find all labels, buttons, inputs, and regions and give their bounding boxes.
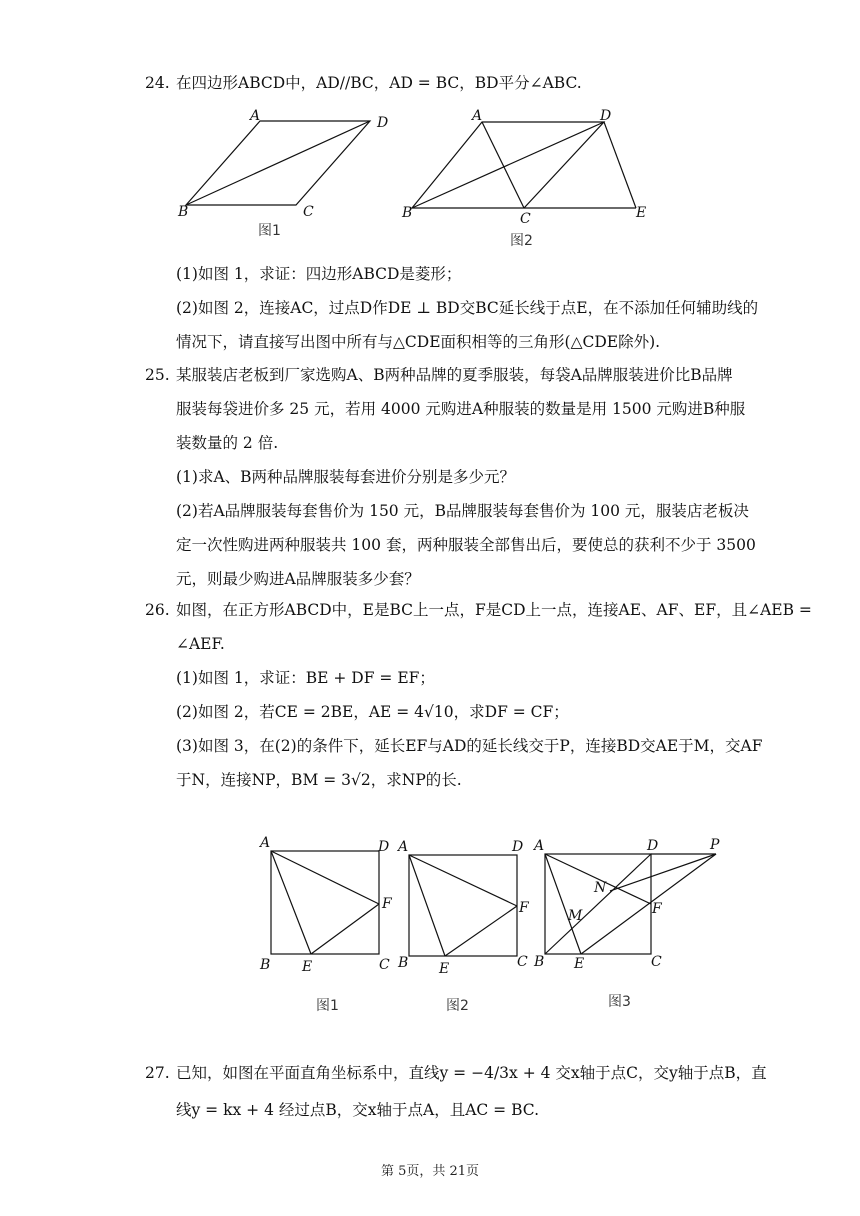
q26-fig2-label-b: B (398, 955, 409, 971)
q26-fig2 (409, 855, 517, 956)
q26-fig3-label-e: E (574, 956, 585, 972)
q27-number: 27. (145, 1064, 170, 1082)
q26-line2: ∠AEF. (176, 635, 225, 653)
q25-line3: 装数量的 2 倍. (176, 434, 279, 452)
q24-fig2-label-a: A (472, 108, 483, 124)
q24-part2-line2: 情况下，请直接写出图中所有与△CDE面积相等的三角形(△CDE除外). (176, 333, 661, 351)
q26-figures (250, 830, 730, 1020)
q24-fig2 (412, 122, 636, 208)
q26-fig2-label-a: A (398, 839, 409, 855)
q25-line2: 服装每袋进价多 25 元，若用 4000 元购进A种服装的数量是用 1500 元购进B种服 (176, 400, 746, 418)
q25-line1: 某服装店老板到厂家选购A、B两种品牌的夏季服装，每袋A品牌服装进价比B品牌 (176, 366, 733, 384)
q26-fig3-label-m: M (568, 908, 583, 924)
q26-fig2-label-f: F (519, 900, 529, 916)
q26-fig1-caption: 图1 (316, 998, 339, 1014)
q24-fig1-caption: 图1 (258, 223, 281, 239)
page-footer: 第 5页，共 21页 (380, 1164, 480, 1179)
q26-line1: 如图，在正方形ABCD中，E是BC上一点，F是CD上一点，连接AE、AF、EF，且∠AEB = (176, 601, 812, 619)
q26-part3-line2: 于N，连接NP，BM = 3√2，求NP的长. (176, 771, 462, 789)
q26-fig3-label-f: F (652, 901, 662, 917)
q26-fig1-label-d: D (378, 839, 390, 855)
q26-part2: (2)如图 2，若CE = 2BE，AE = 4√10，求DF = CF； (176, 703, 569, 721)
q24-fig2-label-e: E (636, 205, 647, 221)
q25-part2-line2: 定一次性购进两种服装共 100 套，两种服装全部售出后，要使总的获利不少于 3500 (176, 536, 756, 554)
q24-fig1 (186, 121, 370, 205)
q26-fig1-label-a: A (260, 835, 271, 851)
q24-fig1-label-b: B (178, 204, 189, 220)
q26-fig1-label-f: F (382, 896, 392, 912)
q26-fig2-label-e: E (439, 961, 450, 977)
q25-part1: (1)求A、B两种品牌服装每套进价分别是多少元？ (176, 468, 516, 486)
q26-fig3-label-b: B (534, 954, 545, 970)
q26-fig3-label-c: C (651, 954, 662, 970)
q24-stem: 在四边形ABCD中，AD//BC，AD = BC，BD平分∠ABC. (176, 74, 582, 92)
q24-fig2-label-c: C (520, 211, 531, 227)
q26-number: 26. (145, 601, 170, 619)
q26-part1: (1)如图 1，求证：BE + DF = EF； (176, 669, 435, 687)
q24-part2-line1: (2)如图 2，连接AC，过点D作DE ⊥ BD交BC延长线于点E，在不添加任何辅助线的 (176, 299, 759, 317)
q26-fig3-label-n: N (594, 880, 607, 896)
q26-fig3-label-d: D (647, 838, 659, 854)
q26-fig3-label-p: P (710, 837, 720, 853)
q27-line2: 线y = kx + 4 经过点B，交x轴于点A，且AC = BC. (176, 1101, 539, 1119)
q24-fig1-label-c: C (303, 204, 314, 220)
q26-fig3-label-a: A (534, 838, 545, 854)
q24-number: 24. (145, 74, 170, 92)
q24-fig1-label-a: A (250, 108, 261, 124)
q25-part2-line3: 元，则最少购进A品牌服装多少套？ (176, 570, 420, 588)
q25-number: 25. (145, 366, 170, 384)
q25-part2-line1: (2)若A品牌服装每套售价为 150 元，B品牌服装每套售价为 100 元，服装店老板决 (176, 502, 749, 520)
q24-fig1-label-d: D (377, 115, 389, 131)
q26-part3-line1: (3)如图 3，在(2)的条件下，延长EF与AD的延长线交于P，连接BD交AE于M，交AF (176, 737, 763, 755)
q26-fig2-caption: 图2 (446, 998, 469, 1014)
q26-fig2-label-d: D (512, 839, 524, 855)
q24-fig2-caption: 图2 (510, 233, 533, 249)
q26-fig1-label-b: B (260, 957, 271, 973)
q24-fig2-label-b: B (402, 205, 413, 221)
q24-fig2-label-d: D (600, 108, 612, 124)
q27-line1: 已知，如图在平面直角坐标系中，直线y = −4/3x + 4 交x轴于点C，交y轴于点B，直 (176, 1064, 767, 1082)
q26-fig2-label-c: C (517, 954, 528, 970)
q24-figures (170, 105, 670, 250)
q26-fig1-label-e: E (302, 959, 313, 975)
q26-fig1-label-c: C (379, 957, 390, 973)
q26-fig3 (545, 854, 716, 954)
q26-fig1 (271, 851, 379, 954)
q26-fig3-caption: 图3 (608, 994, 631, 1010)
q24-part1: (1)如图 1，求证：四边形ABCD是菱形； (176, 265, 462, 283)
